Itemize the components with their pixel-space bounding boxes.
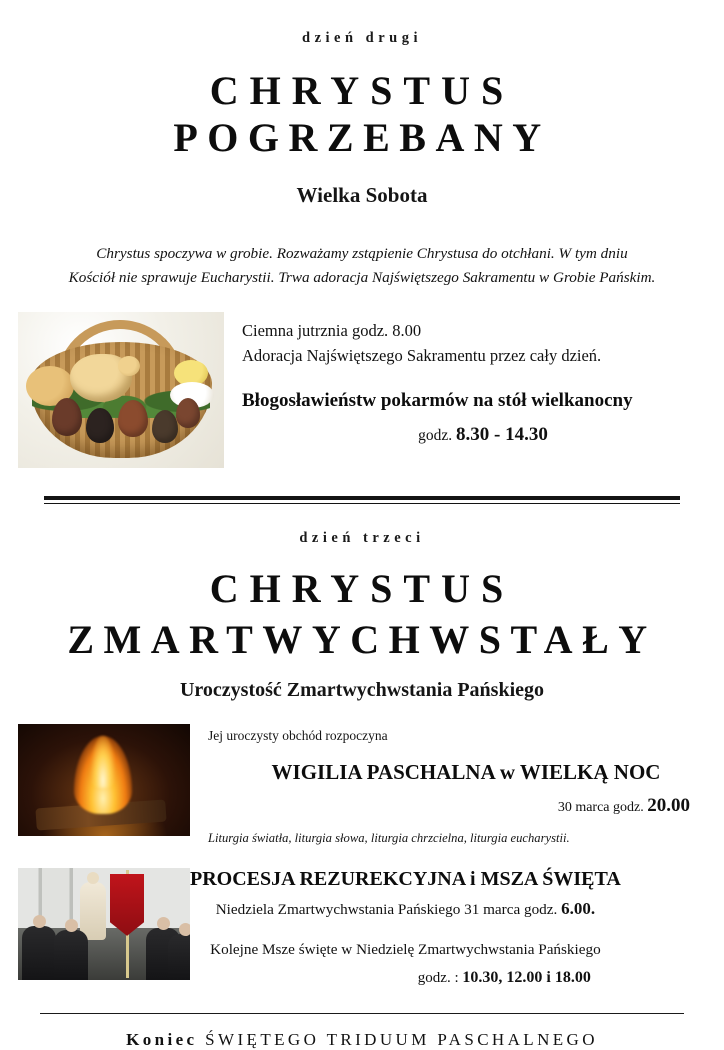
procession-row — [0, 868, 724, 987]
day-three-kicker: dzień trzeci — [299, 529, 425, 546]
section-divider-wrap — [0, 496, 724, 504]
day-two-intro-line1: Chrystus spoczywa w grobie. Rozważamy zstąpienie Chrystusa do otchłani. W tym dniu — [96, 245, 628, 263]
vigil-date-line — [208, 795, 724, 817]
procession-participant — [168, 934, 190, 980]
procession-subline — [190, 899, 621, 919]
day-two-highlight: Błogosławieństw pokarmów na stół wielkanocny — [242, 389, 633, 411]
procession-image — [18, 868, 190, 980]
procession-participant — [54, 930, 88, 980]
day-two-intro-line2: Kościół nie sprawuje Eucharystii. Trwa adoracja Najświętszego Sakramentu w Grobie Pańskim. — [68, 268, 656, 286]
day-two-title-line2: POGRZEBANY — [173, 115, 551, 161]
day-two-content-row — [0, 312, 724, 468]
procession-participant — [22, 926, 56, 980]
day-three-title-line1: CHRYSTUS — [209, 565, 515, 611]
procession-title: PROCESJA REZUREKCYJNA i MSZA ŚWIĘTA — [190, 867, 621, 890]
vigil-time: 20.00 — [647, 794, 690, 816]
footer-divider — [40, 1013, 684, 1014]
footer-text — [0, 1030, 724, 1050]
bonfire-image — [18, 724, 190, 836]
procession-extra-hours-label: godz. : — [417, 969, 459, 986]
section-divider — [44, 496, 680, 504]
risen-christ-figure — [80, 882, 106, 940]
procession-extra: Kolejne Msze święte w Niedzielę Zmartwychwstania Pańskiego — [210, 940, 601, 958]
day-two-item-2: Adoracja Najświętszego Sakramentu przez cały dzień. — [242, 345, 602, 365]
procession-extra-hours-value: 10.30, 12.00 i 18.00 — [462, 968, 591, 986]
procession-extra-hours — [190, 969, 621, 987]
vigil-date: 30 marca godz. — [557, 799, 644, 815]
day-two-text-column — [224, 312, 724, 446]
easter-basket-image — [18, 312, 224, 468]
day-two-hours-label: godz. — [418, 426, 453, 444]
procession-text-column — [190, 868, 621, 987]
basket-lamb-figure — [70, 354, 132, 402]
section-day-three — [0, 504, 724, 846]
procession-subline-time: 6.00. — [561, 898, 596, 918]
day-two-item-1: Ciemna jutrznia godz. 8.00 — [242, 320, 422, 340]
vigil-text-column — [190, 724, 724, 846]
day-two-hours — [242, 424, 724, 446]
day-two-subtitle: Wielka Sobota — [296, 183, 428, 208]
vigil-row — [0, 724, 724, 846]
basket-egg — [176, 398, 200, 428]
vigil-note: Liturgia światła, liturgia słowa, liturgia chrzcielna, liturgia eucharystii. — [208, 830, 570, 845]
section-day-two — [0, 0, 724, 468]
day-two-hours-value: 8.30 - 14.30 — [456, 423, 548, 445]
vigil-lead: Jej uroczysty obchód rozpoczyna — [208, 727, 388, 743]
procession-subline-text: Niedziela Zmartwychwstania Pańskiego 31 marca godz. — [215, 900, 558, 918]
day-two-kicker: dzień drugi — [302, 30, 422, 46]
day-three-subtitle: Uroczystość Zmartwychwstania Pańskiego — [179, 678, 545, 701]
footer-word-2: ŚWIĘTEGO TRIDUUM PASCHALNEGO — [205, 1029, 598, 1049]
vigil-title: WIGILIA PASCHALNA w WIELKĄ NOC — [271, 759, 661, 784]
day-two-title-line1: CHRYSTUS — [209, 68, 515, 113]
day-three-title-line2: ZMARTWYCHWSTAŁY — [67, 616, 657, 662]
footer-word-1: Koniec — [126, 1029, 198, 1049]
day-two-intro — [0, 242, 724, 289]
section-procession — [0, 868, 724, 987]
